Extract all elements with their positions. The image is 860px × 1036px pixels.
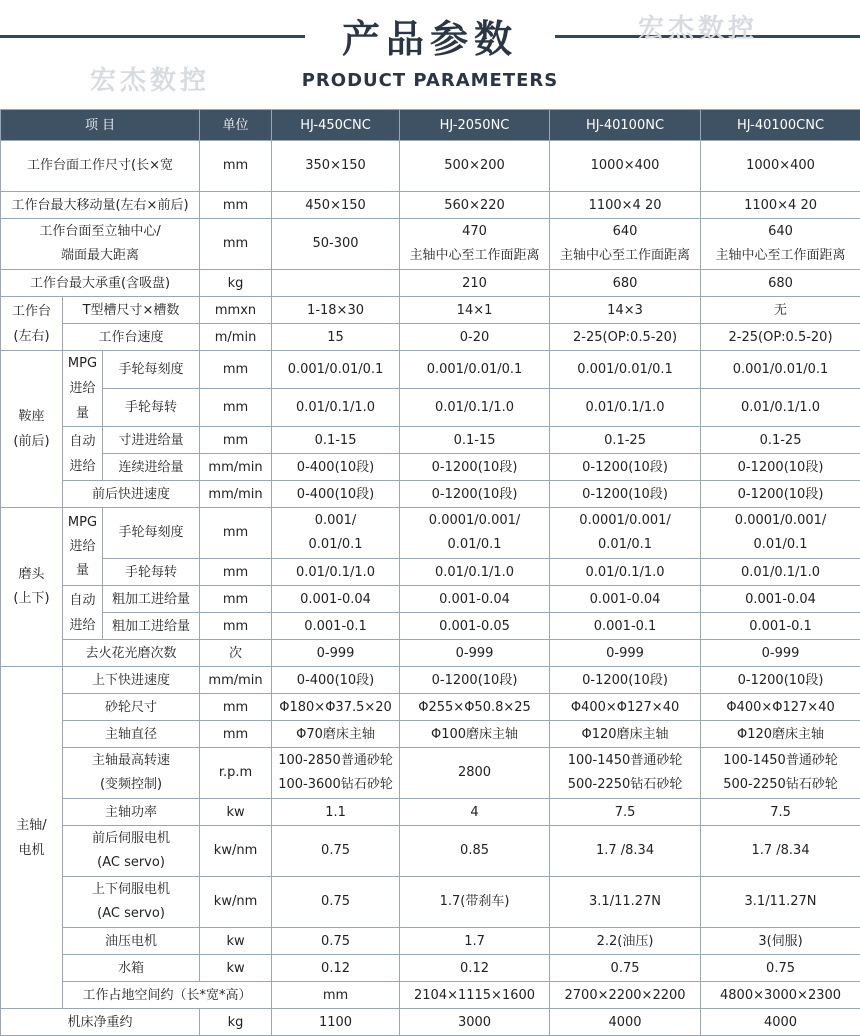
- value-cell: 0-1200(10段): [550, 481, 701, 508]
- value-cell: 0-1200(10段): [701, 481, 860, 508]
- table-row: [1, 877, 860, 928]
- value-cell: 0-1200(10段): [400, 454, 550, 481]
- value-cell: 0.001/0.01/0.1: [272, 351, 400, 389]
- value-cell: 无: [701, 297, 860, 324]
- table-row: [1, 508, 860, 559]
- value-cell: 0-999: [701, 640, 860, 667]
- value-cell: 0-999: [550, 640, 701, 667]
- value-cell: 0.0001/0.001/ 0.01/0.1: [400, 508, 550, 559]
- value-cell: 0.75: [272, 928, 400, 955]
- table-row: [1, 389, 860, 427]
- value-cell: 0.1-25: [701, 427, 860, 454]
- table-row: [1, 982, 860, 1009]
- group-label: 工作台 (左右): [1, 297, 63, 351]
- group-label: MPG 进给量: [63, 351, 103, 427]
- value-cell: [272, 270, 400, 297]
- value-cell: 3.1/11.27N: [550, 877, 701, 928]
- column-header: HJ-40100NC: [550, 110, 701, 141]
- value-cell: 0-400(10段): [272, 454, 400, 481]
- value-cell: 0-1200(10段): [550, 454, 701, 481]
- value-cell: 500×200: [400, 141, 550, 192]
- value-cell: 1100×4 20: [701, 192, 860, 219]
- value-cell: 0.001-0.04: [400, 586, 550, 613]
- table-row: [1, 613, 860, 640]
- value-cell: 1.7 /8.34: [701, 826, 860, 877]
- unit-cell: kg: [200, 270, 272, 297]
- value-cell: 0.1-15: [272, 427, 400, 454]
- unit-cell: mm: [200, 141, 272, 192]
- value-cell: 4: [400, 799, 550, 826]
- column-header: HJ-2050NC: [400, 110, 550, 141]
- table-row: [1, 1009, 860, 1036]
- unit-cell: kw: [200, 928, 272, 955]
- row-label: 手轮每刻度: [103, 351, 200, 389]
- column-header: 项 目: [1, 110, 200, 141]
- row-label: 工作台面至立轴中心/ 端面最大距离: [1, 219, 200, 270]
- row-label: 上下伺服电机 (AC servo): [63, 877, 200, 928]
- value-cell: 0-1200(10段): [400, 481, 550, 508]
- value-cell: 2700×2200×2200: [550, 982, 701, 1009]
- value-cell: 0.001-0.05: [400, 613, 550, 640]
- value-cell: 3.1/11.27N: [701, 877, 860, 928]
- value-cell: 0.0001/0.001/ 0.01/0.1: [701, 508, 860, 559]
- value-cell: 2.2(油压): [550, 928, 701, 955]
- table-header-row: [1, 110, 860, 141]
- unit-cell: mm: [200, 219, 272, 270]
- value-cell: 640 主轴中心至工作面距离: [701, 219, 860, 270]
- row-label: 工作占地空间约（长*宽*高）: [63, 982, 272, 1009]
- value-cell: Φ120磨床主轴: [550, 721, 701, 748]
- value-cell: 0.001-0.1: [550, 613, 701, 640]
- row-label: 主轴最高转速 (变频控制): [63, 748, 200, 799]
- value-cell: 7.5: [701, 799, 860, 826]
- group-label: MPG 进给量: [63, 508, 103, 586]
- value-cell: 100-1450普通砂轮 500-2250钻石砂轮: [701, 748, 860, 799]
- value-cell: 0.01/0.1/1.0: [400, 389, 550, 427]
- row-label: 油压电机: [63, 928, 200, 955]
- page-header: [0, 0, 860, 100]
- value-cell: 2-25(OP:0.5-20): [550, 324, 701, 351]
- value-cell: 1000×400: [701, 141, 860, 192]
- unit-cell: mm: [200, 192, 272, 219]
- table-row: [1, 219, 860, 270]
- value-cell: 15: [272, 324, 400, 351]
- value-cell: Φ400×Φ127×40: [701, 694, 860, 721]
- value-cell: Φ400×Φ127×40: [550, 694, 701, 721]
- unit-cell: mm: [200, 694, 272, 721]
- watermark-logo: 宏杰数控: [638, 8, 758, 45]
- unit-cell: mm: [200, 351, 272, 389]
- value-cell: 4800×3000×2300: [701, 982, 860, 1009]
- value-cell: 680: [701, 270, 860, 297]
- value-cell: 100-1450普通砂轮 500-2250钻石砂轮: [550, 748, 701, 799]
- row-label: 工作台最大移动量(左右×前后): [1, 192, 200, 219]
- group-label: 磨头 (上下): [1, 508, 63, 667]
- table-row: [1, 270, 860, 297]
- unit-cell: mm: [200, 508, 272, 559]
- value-cell: 1.1: [272, 799, 400, 826]
- unit-cell: kw/nm: [200, 826, 272, 877]
- table-row: [1, 297, 860, 324]
- table-row: [1, 799, 860, 826]
- unit-cell: kw: [200, 799, 272, 826]
- unit-cell: mm: [200, 586, 272, 613]
- value-cell: 0.12: [400, 955, 550, 982]
- table-row: [1, 586, 860, 613]
- row-label: 工作台最大承重(含吸盘): [1, 270, 200, 297]
- value-cell: Φ120磨床主轴: [701, 721, 860, 748]
- unit-cell: mm: [200, 389, 272, 427]
- value-cell: 640 主轴中心至工作面距离: [550, 219, 701, 270]
- unit-cell: kw/nm: [200, 877, 272, 928]
- value-cell: 0.001/0.01/0.1: [550, 351, 701, 389]
- value-cell: 4000: [550, 1009, 701, 1036]
- value-cell: 0-400(10段): [272, 481, 400, 508]
- value-cell: 0.01/0.1/1.0: [272, 559, 400, 586]
- row-label: 主轴功率: [63, 799, 200, 826]
- row-label: 手轮每转: [103, 389, 200, 427]
- value-cell: 2-25(OP:0.5-20): [701, 324, 860, 351]
- value-cell: 0.12: [272, 955, 400, 982]
- value-cell: 0-999: [400, 640, 550, 667]
- unit-cell: mm: [200, 559, 272, 586]
- table-row: [1, 454, 860, 481]
- table-row: [1, 721, 860, 748]
- table-row: [1, 640, 860, 667]
- unit-cell: mm/min: [200, 481, 272, 508]
- unit-cell: kg: [200, 1009, 272, 1036]
- value-cell: 3(伺服): [701, 928, 860, 955]
- value-cell: 4000: [701, 1009, 860, 1036]
- value-cell: 1100×4 20: [550, 192, 701, 219]
- value-cell: 0.01/0.1/1.0: [701, 559, 860, 586]
- unit-cell: r.p.m: [200, 748, 272, 799]
- value-cell: 210: [400, 270, 550, 297]
- value-cell: 0.001/0.01/0.1: [400, 351, 550, 389]
- value-cell: 0.75: [272, 877, 400, 928]
- group-label: 鞍座 (前后): [1, 351, 63, 508]
- value-cell: Φ100磨床主轴: [400, 721, 550, 748]
- unit-cell: kw: [200, 955, 272, 982]
- unit-cell: 次: [200, 640, 272, 667]
- row-label: 粗加工进给量: [103, 586, 200, 613]
- value-cell: 1100: [272, 1009, 400, 1036]
- value-cell: 0-999: [272, 640, 400, 667]
- row-label: 工作台速度: [63, 324, 200, 351]
- value-cell: 14×1: [400, 297, 550, 324]
- value-cell: 0-20: [400, 324, 550, 351]
- value-cell: 2800: [400, 748, 550, 799]
- value-cell: 0.001-0.1: [701, 613, 860, 640]
- value-cell: 0.01/0.1/1.0: [550, 559, 701, 586]
- row-label: T型槽尺寸×槽数: [63, 297, 200, 324]
- column-header: HJ-450CNC: [272, 110, 400, 141]
- value-cell: 0-1200(10段): [400, 667, 550, 694]
- value-cell: Φ180×Φ37.5×20: [272, 694, 400, 721]
- value-cell: 0.75: [550, 955, 701, 982]
- table-row: [1, 826, 860, 877]
- row-label: 上下快进速度: [63, 667, 200, 694]
- value-cell: Φ70磨床主轴: [272, 721, 400, 748]
- value-cell: 560×220: [400, 192, 550, 219]
- row-label: 手轮每转: [103, 559, 200, 586]
- row-label: 去火花光磨次数: [63, 640, 200, 667]
- value-cell: 0.0001/0.001/ 0.01/0.1: [550, 508, 701, 559]
- value-cell: 3000: [400, 1009, 550, 1036]
- value-cell: 7.5: [550, 799, 701, 826]
- row-label: 连续进给量: [103, 454, 200, 481]
- value-cell: 0.001/0.01/0.1: [701, 351, 860, 389]
- value-cell: 0-400(10段): [272, 667, 400, 694]
- group-label: 主轴/ 电机: [1, 667, 63, 1009]
- unit-cell: mm: [200, 721, 272, 748]
- unit-cell: mm: [200, 427, 272, 454]
- column-header: HJ-40100CNC: [701, 110, 860, 141]
- value-cell: 1.7(带刹车): [400, 877, 550, 928]
- value-cell: 1.7: [400, 928, 550, 955]
- row-label: 手轮每刻度: [103, 508, 200, 559]
- value-cell: 2104×1115×1600: [400, 982, 550, 1009]
- row-label: 寸进进给量: [103, 427, 200, 454]
- value-cell: 1000×400: [550, 141, 701, 192]
- table-row: [1, 481, 860, 508]
- value-cell: 0.001-0.04: [701, 586, 860, 613]
- value-cell: 0.75: [701, 955, 860, 982]
- watermark-logo: 宏杰数控: [90, 60, 210, 97]
- unit-cell: mm/min: [200, 667, 272, 694]
- group-label: 自动 进给: [63, 427, 103, 481]
- value-cell: 0.1-15: [400, 427, 550, 454]
- row-label: 工作台面工作尺寸(长×宽: [1, 141, 200, 192]
- table-row: [1, 559, 860, 586]
- unit-cell: m/min: [200, 324, 272, 351]
- table-row: [1, 748, 860, 799]
- value-cell: 0-1200(10段): [550, 667, 701, 694]
- value-cell: 0.1-25: [550, 427, 701, 454]
- value-cell: 0.01/0.1/1.0: [550, 389, 701, 427]
- table-row: [1, 667, 860, 694]
- value-cell: 0.001-0.04: [550, 586, 701, 613]
- value-cell: 0.85: [400, 826, 550, 877]
- table-row: [1, 928, 860, 955]
- unit-cell: mm: [200, 613, 272, 640]
- value-cell: 50-300: [272, 219, 400, 270]
- row-label: 机床净重约: [1, 1009, 200, 1036]
- value-cell: 14×3: [550, 297, 701, 324]
- page-subtitle: PRODUCT PARAMETERS: [0, 70, 860, 91]
- page-title: 产品参数: [0, 8, 860, 63]
- value-cell: 470 主轴中心至工作面距离: [400, 219, 550, 270]
- value-cell: 0.001-0.1: [272, 613, 400, 640]
- value-cell: 0.01/0.1/1.0: [272, 389, 400, 427]
- column-header: 单位: [200, 110, 272, 141]
- row-label: 砂轮尺寸: [63, 694, 200, 721]
- unit-cell: mm: [272, 982, 400, 1009]
- row-label: 粗加工进给量: [103, 613, 200, 640]
- value-cell: 0-1200(10段): [701, 667, 860, 694]
- value-cell: 100-2850普通砂轮 100-3600钻石砂轮: [272, 748, 400, 799]
- row-label: 主轴直径: [63, 721, 200, 748]
- value-cell: Φ255×Φ50.8×25: [400, 694, 550, 721]
- table-row: [1, 351, 860, 389]
- unit-cell: mmxn: [200, 297, 272, 324]
- value-cell: 1-18×30: [272, 297, 400, 324]
- row-label: 水箱: [63, 955, 200, 982]
- row-label: 前后快进速度: [63, 481, 200, 508]
- value-cell: 0.01/0.1/1.0: [701, 389, 860, 427]
- group-label: 自动 进给: [63, 586, 103, 640]
- table-row: [1, 694, 860, 721]
- table-row: [1, 192, 860, 219]
- table-row: [1, 427, 860, 454]
- value-cell: 0.001-0.04: [272, 586, 400, 613]
- row-label: 前后伺服电机 (AC servo): [63, 826, 200, 877]
- value-cell: 350×150: [272, 141, 400, 192]
- unit-cell: mm/min: [200, 454, 272, 481]
- value-cell: 680: [550, 270, 701, 297]
- value-cell: 0-1200(10段): [701, 454, 860, 481]
- value-cell: 450×150: [272, 192, 400, 219]
- table-row: [1, 955, 860, 982]
- value-cell: 0.001/ 0.01/0.1: [272, 508, 400, 559]
- table-row: [1, 141, 860, 192]
- parameter-table: [0, 109, 860, 1036]
- value-cell: 0.01/0.1/1.0: [400, 559, 550, 586]
- value-cell: 1.7 /8.34: [550, 826, 701, 877]
- table-row: [1, 324, 860, 351]
- value-cell: 0.75: [272, 826, 400, 877]
